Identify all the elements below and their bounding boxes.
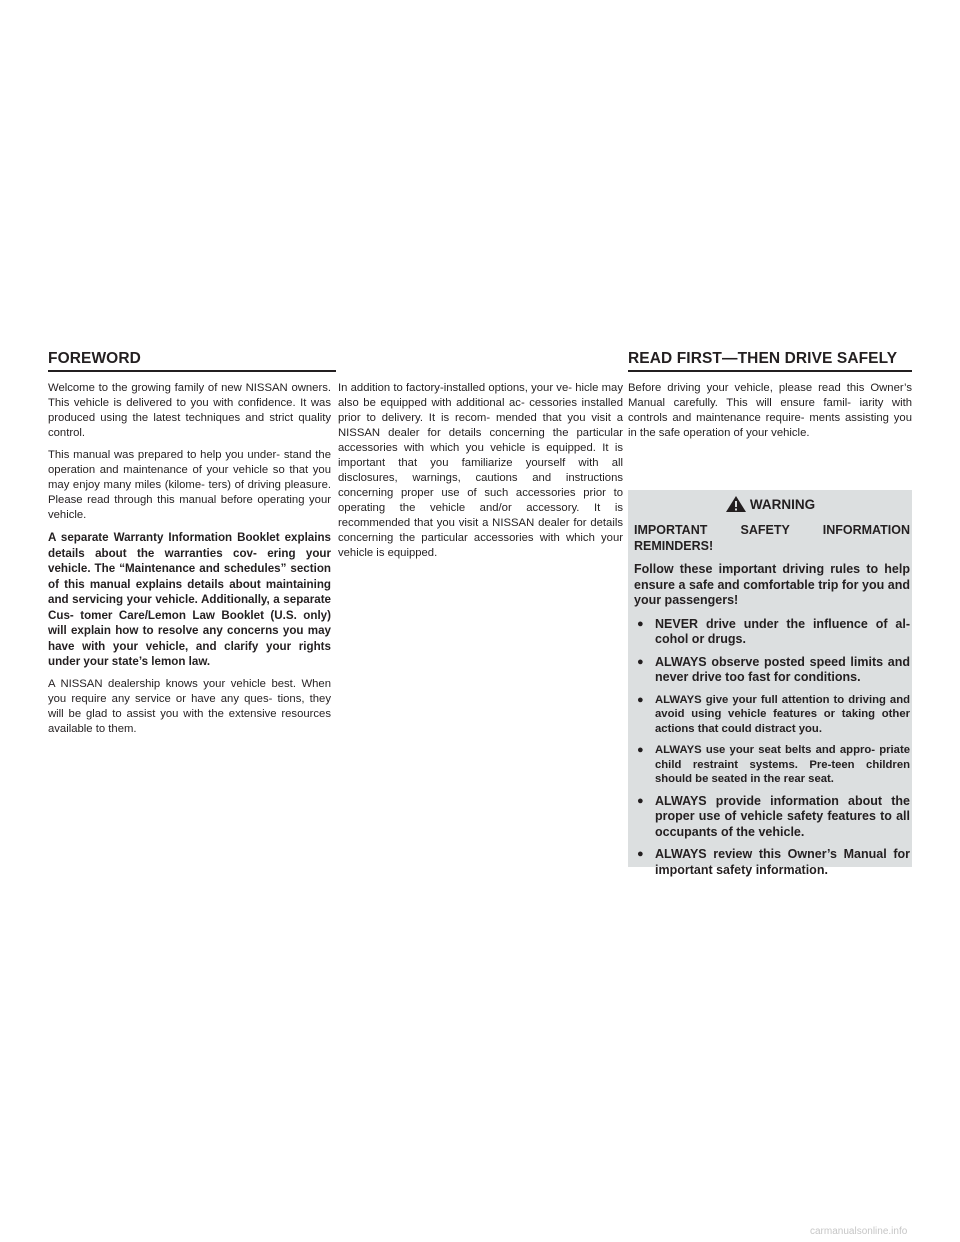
read-first-column (628, 381, 912, 448)
read-first-heading-rule (628, 370, 912, 372)
foreword-paragraph: Welcome to the growing family of new NISSAN owners. This vehicle is delivered to you with confidence. It was produced using the latest techniques and strict quality control. (48, 382, 331, 439)
foreword-column-2 (338, 381, 623, 568)
warning-item: ● ALWAYS give your full attention to driving and avoid using vehicle features or taking other actions that could distract you. (634, 693, 910, 737)
warning-item: ● NEVER drive under the influence of al- cohol or drugs. (634, 617, 910, 648)
warning-item: ● ALWAYS use your seat belts and appro- priate child restraint systems. Pre-teen children should be seated in the rear seat. (634, 743, 910, 787)
foreword-column-1 (48, 381, 331, 744)
foreword-heading: FOREWORD (48, 350, 141, 367)
warning-heading: IMPORTANT SAFETY INFORMATION REMINDERS! (634, 523, 910, 553)
warning-body (628, 518, 912, 878)
warning-label: WARNING (749, 496, 816, 512)
warning-lead: Follow these important driving rules to help ensure a safe and comfortable trip for you and your passengers! (634, 562, 910, 607)
warning-box (628, 490, 912, 877)
warning-item: ● ALWAYS provide information about the proper use of vehicle safety features to all occupants of the vehicle. (634, 794, 910, 841)
foreword-heading-rule (48, 370, 336, 372)
warranty-notice: A separate Warranty Information Booklet explains details about the warranties cov- ering your vehicle. The “Maintenance and schedules” section of this manual explains details about maintaining and servicing your vehicle. Additionally, a separate Cus- tomer Care/Lemon Law Booklet (U.S. only) will explain how to resolve any concerns you may have with your vehicle, and clarify your rights under your state’s lemon law. (48, 531, 331, 668)
foreword-paragraph: This manual was prepared to help you under- stand the operation and maintenance of your vehicle so that you may enjoy many miles (kilome- ters) of driving pleasure. Please read through this manual before operating your vehicle. (48, 449, 331, 521)
warning-header (628, 490, 912, 518)
accessories-paragraph: In addition to factory-installed options, your ve- hicle may also be equipped with additional ac- cessories installed prior to delivery. It is recom- mended that you visit a NISSAN dealer for details concerning the particular accessories with which you vehicle is equipped. It is important that you familiarize yourself with all disclosures, warnings, cautions and instructions concerning proper use of such accessories prior to operating the vehicle and/or accessory. It is recommended that you visit a NISSAN dealer for details concerning the particular accessories with which your vehicle is equipped. (338, 382, 623, 559)
warning-item: ● ALWAYS observe posted speed limits and never drive too fast for conditions. (634, 655, 910, 686)
foreword-paragraph: A NISSAN dealership knows your vehicle best. When you require any service or have any ques- tions, they will be glad to assist you with the extensive resources available to them. (48, 677, 331, 735)
warning-list (634, 617, 910, 879)
read-first-intro: Before driving your vehicle, please read this Owner’s Manual carefully. This will ensure famil- iarity with controls and maintenance require- ments assisting you in the safe operation of your vehicle. (628, 382, 912, 439)
read-first-heading: READ FIRST—THEN DRIVE SAFELY (628, 350, 898, 367)
warning-triangle-icon (725, 495, 747, 513)
watermark-url: carmanualsonline.info (810, 1226, 908, 1237)
warning-item: ● ALWAYS review this Owner’s Manual for important safety information. (634, 847, 910, 878)
